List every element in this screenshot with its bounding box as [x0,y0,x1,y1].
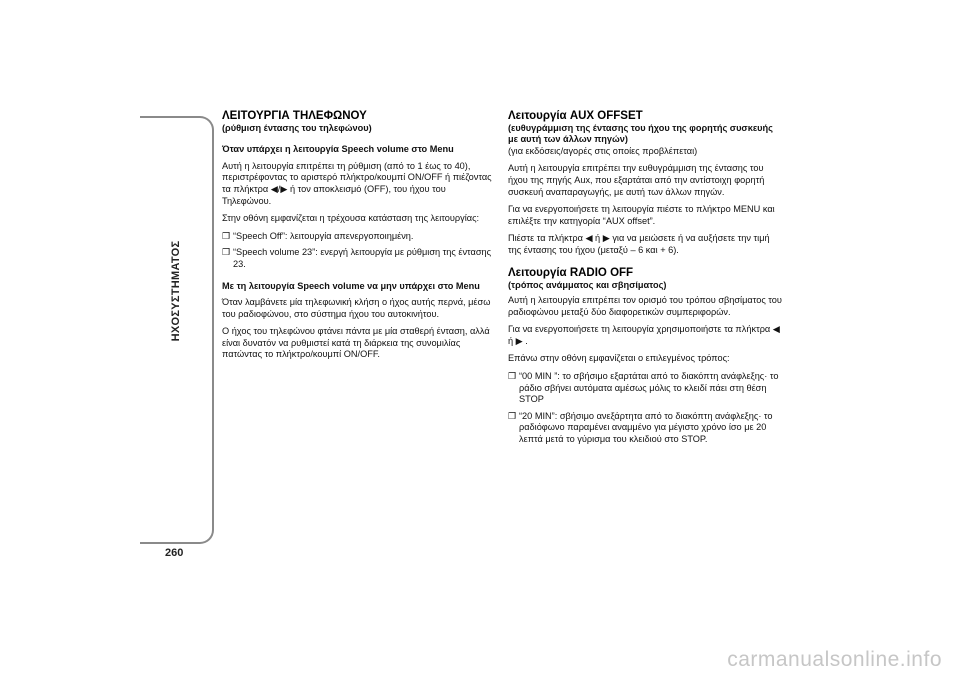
no-speech-volume-heading: Με τη λειτουργία Speech volume να μην υπάρχει στο Menu [222,280,480,291]
right-column [508,110,784,451]
radio-off-subtitle: (τρόπος ανάμματος και σβησίματος) [508,279,667,290]
paragraph: Αυτή η λειτουργία επιτρέπει την ευθυγράμμιση της έντασης του ήχου της πηγής Aux, που εξαρτάται από την αντίστοιχη φορητή συσκευή αναπαραγωγής, με αυτή των άλλων πηγών. [508,163,765,197]
checkbox-bullet-icon: ❒ [508,410,517,421]
phone-section-title: ΛΕΙΤΟΥΡΓΙΑ ΤΗΛΕΦΩΝΟΥ [222,110,367,122]
page-number: 260 [165,547,184,559]
aux-offset-subtitle: (ευθυγράμμιση της έντασης του ήχου της φορητής συσκευής με αυτή των άλλων πηγών) [508,123,773,145]
radio-off-title: Λειτουργία RADIO OFF [508,266,634,279]
list-item: ❒ “Speech Off”: λειτουργία απενεργοποιημένη. [222,230,414,241]
paragraph: Στην οθόνη εμφανίζεται η τρέχουσα κατάσταση της λειτουργίας: [222,213,480,224]
checkbox-bullet-icon: ❒ [222,230,231,241]
paragraph: Για να ενεργοποιήσετε τη λειτουργία πιέστε το πλήκτρο MENU και επιλέξτε την κατηγορία “AUX offset”. [508,204,775,226]
paragraph: Αυτή η λειτουργία επιτρέπει τον ορισμό του τρόπου σβησίματος του ραδιοφώνου μεταξύ δύο διαφορετικών συμπεριφορών. [508,294,782,317]
section-side-label: ΗΧΟΣΥΣΤΗΜΑΤΟΣ [170,240,182,342]
list-item: ❒ “00 MIN ”: το σβήσιμο εξαρτάται από το διακόπτη ανάφλεξης· το ράδιο σβήνει αυτόματα αμέσως μόλις το κλειδί πάει στη θέση STOP [508,370,779,405]
list-item: ❒ “Speech volume 23”: ενεργή λειτουργία με ρύθμιση της έντασης 23. [222,247,492,269]
paragraph: Πιέστε τα πλήκτρα ◀ ή ▶ για να μειώσετε ή να αυξήσετε την τιμή της έντασης του ήχου (μεταξύ – 6 και + 6). [508,233,770,255]
watermark: carmanualsonline.info [727,648,942,671]
aux-offset-title: Λειτουργία AUX OFFSET [508,110,643,122]
phone-section-subtitle: (ρύθμιση έντασης του τηλεφώνου) [222,123,372,133]
paragraph: Ο ήχος του τηλεφώνου φτάνει πάντα με μία σταθερή ένταση, αλλά είναι δυνατόν να ρυθμιστεί κατά τη διάρκεια της συνομιλίας πατώντας το πλήκτρο/κουμπί ON/OFF. [222,326,490,360]
checkbox-bullet-icon: ❒ [508,370,517,381]
speech-volume-heading: Όταν υπάρχει η λειτουργία Speech volume στο Menu [222,144,454,155]
checkbox-bullet-icon: ❒ [222,247,231,258]
left-column [222,110,494,367]
paragraph: Όταν λαμβάνετε μία τηλεφωνική κλήση ο ήχος αυτής περνά, μέσω του ραδιοφώνου, στο σύστημα ήχου του αυτοκινήτου. [222,296,491,319]
paragraph: Για να ενεργοποιήσετε τη λειτουργία χρησιμοποιήστε τα πλήκτρα ◀ ή ▶ . [508,324,780,346]
paragraph: Αυτή η λειτουργία επιτρέπει τη ρύθμιση (από το 1 έως το 40), περιστρέφοντας το αριστερό πλήκτρο/κουμπί ON/OFF ή πιέζοντας τα πλήκτρα ◀/▶ ή τον αποκλεισμό (OFF), του ήχου του Τηλεφώνου. [222,160,492,206]
aux-offset-note: (για εκδόσεις/αγορές στις οποίες προβλέπεται) [508,145,698,156]
list-item: ❒ “20 MIN”: σβήσιμο ανεξάρτητα από το διακόπτη ανάφλεξης· το ραδιόφωνο παραμένει αναμμένο για μέγιστο χρόνο ίσο με 20 λεπτά μετά το γύρισμα του κλειδιού στο STOP. [508,410,773,444]
paragraph: Επάνω στην οθόνη εμφανίζεται ο επιλεγμένος τρόπος: [508,353,730,364]
